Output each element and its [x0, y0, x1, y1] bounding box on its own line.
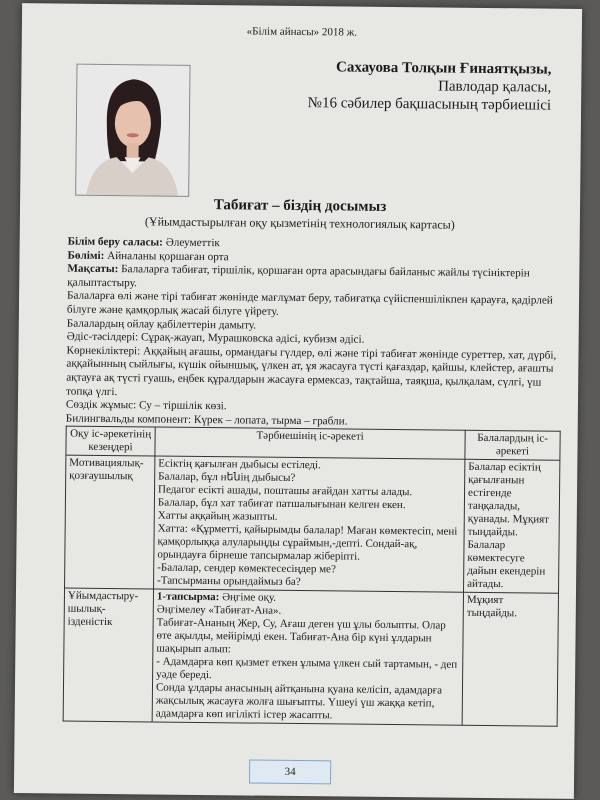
author-org: №16 сәбилер бақшасының тәрбиешісі [307, 95, 552, 114]
children-cell: Мұқият тыңдайды. [462, 592, 558, 726]
page-number: 34 [249, 760, 331, 785]
author-block [308, 58, 552, 115]
body-paragraph: Әдіс-тәсілдері: Сұрақ-жауап, Мурашковска әдісі, кубизм әдісі. [66, 330, 365, 346]
meta-line: Мақсаты: Балаларға табиғат, тіршілік, қоршаған орта арасындағы байланыс жайлы түсініктерін қалыптастыру. [67, 262, 530, 290]
article-body [66, 236, 564, 431]
meta-line: Білім беру саласы: Әлеуметтік [67, 235, 220, 250]
table-row [65, 455, 560, 593]
document-page [14, 3, 582, 799]
body-paragraph: Билингвальды компонент: Күрек – лопата, тырма – грабли. [65, 412, 348, 428]
table-header: Тәрбиешінің іс-әрекеті [155, 427, 465, 459]
table-header: Балалардың іс-әрекеті [465, 430, 560, 460]
stage-cell: Мотивациялық-қозғаушылық [65, 455, 155, 589]
journal-header: «Білім айнасы» 2018 ж. [246, 25, 358, 39]
body-paragraph: Сөздік жұмыс: Су – тіршілік көзі. [65, 398, 227, 413]
author-city: Павлодар қаласы, [438, 78, 552, 96]
meta-line: Бөлімі: Айналаны қоршаған орта [67, 249, 229, 263]
author-photo [75, 64, 190, 197]
author-name: Сахауова Толқын Ғинаятқызы, [335, 59, 552, 78]
lesson-table [63, 426, 561, 727]
teacher-cell: 1-тапсырма: Әңгіме оқу. Әңгімелеу «Табиғат-Ана». Табиғат-Ананың Жер, Су, Ағаш деген үш ұлы болыпты. Олар өте ақылды, мейірімді екен. Табиғат-Ана бір күні ұлдарын шақырып алып: - Адамдарға көп қызмет еткен ұлыма үлкен сый тартамын, - деп уәде береді. Сонда ұлдары анасының айтқанына қуана келісіп, адамдарға жақсылық жасауға жолға шығыпты. Үшеуі үш жаққа кетіп, адамдарға көп игілікті істер жасапты. [152, 589, 463, 725]
table-row [63, 588, 558, 726]
body-paragraph: Балалардың ойлау қабілеттерін дамыту. [66, 317, 257, 332]
teacher-cell: Есіктің қағылған дыбысы естіледі. Балалар, бұл нենің дыбысы? Педагог есікті ашады, пошташы ағайдан хатты алады. Балалар, бұл хат табиғат патшалығынан келген екен. Хатты аққайың жазыпты. Хатта: «Құрметті, қайырымды балалар! Маған көмектесіп, мені қамқорлыққа алуларыңды сұраймын,-депті. Сондай-ақ, орындауға бірнеше тапсырмалар жіберіпті. -Балалар, сендер көмектесесіңдер ме? -Тапсырманы орындаймыз ба? [154, 456, 465, 592]
article-subtitle: (Ұйымдастырылған оқу қызметінің технологиялық картасы) [144, 214, 455, 232]
body-paragraph: Балаларға өлі және тірі табиғат жөнінде мағлұмат беру, табиғатқа сүйіспеншілікпен қарауға, қадірлей білуге және қамқорлық жасай білуге үйрету. [66, 289, 553, 318]
body-paragraph: Көрнекіліктері: Аққайың ағашы, ормандағы гүлдер, өлі және тірі табиғат жөнінде суреттер, хат, дүрбі, аққайынның сыйлығы, күшік ойыншық, үлкен ат, ұя жасауға түсті қағаздар, қайшы, клейстер, ағашты ақтауға ақ түсті гуашь, еңбек құралдарын жасауға ермексаз, тақтайша, таяқша, қылқалам, сүлгі, үш топқа үлгі. [66, 344, 557, 398]
article-title: Табиғат – біздің досымыз [213, 197, 387, 215]
table-header: Оқу іс-әрекетінің кезеңдері [66, 426, 155, 456]
stage-cell: Ұйымдастыру-шылық-ізденістік [63, 588, 153, 722]
children-cell: Балалар есіктің қағылғанын естігенде таңқалады, қуанады. Мұқият тыңдайды. Балалар көмектесуге дайын екендерін айтады. [464, 459, 560, 593]
